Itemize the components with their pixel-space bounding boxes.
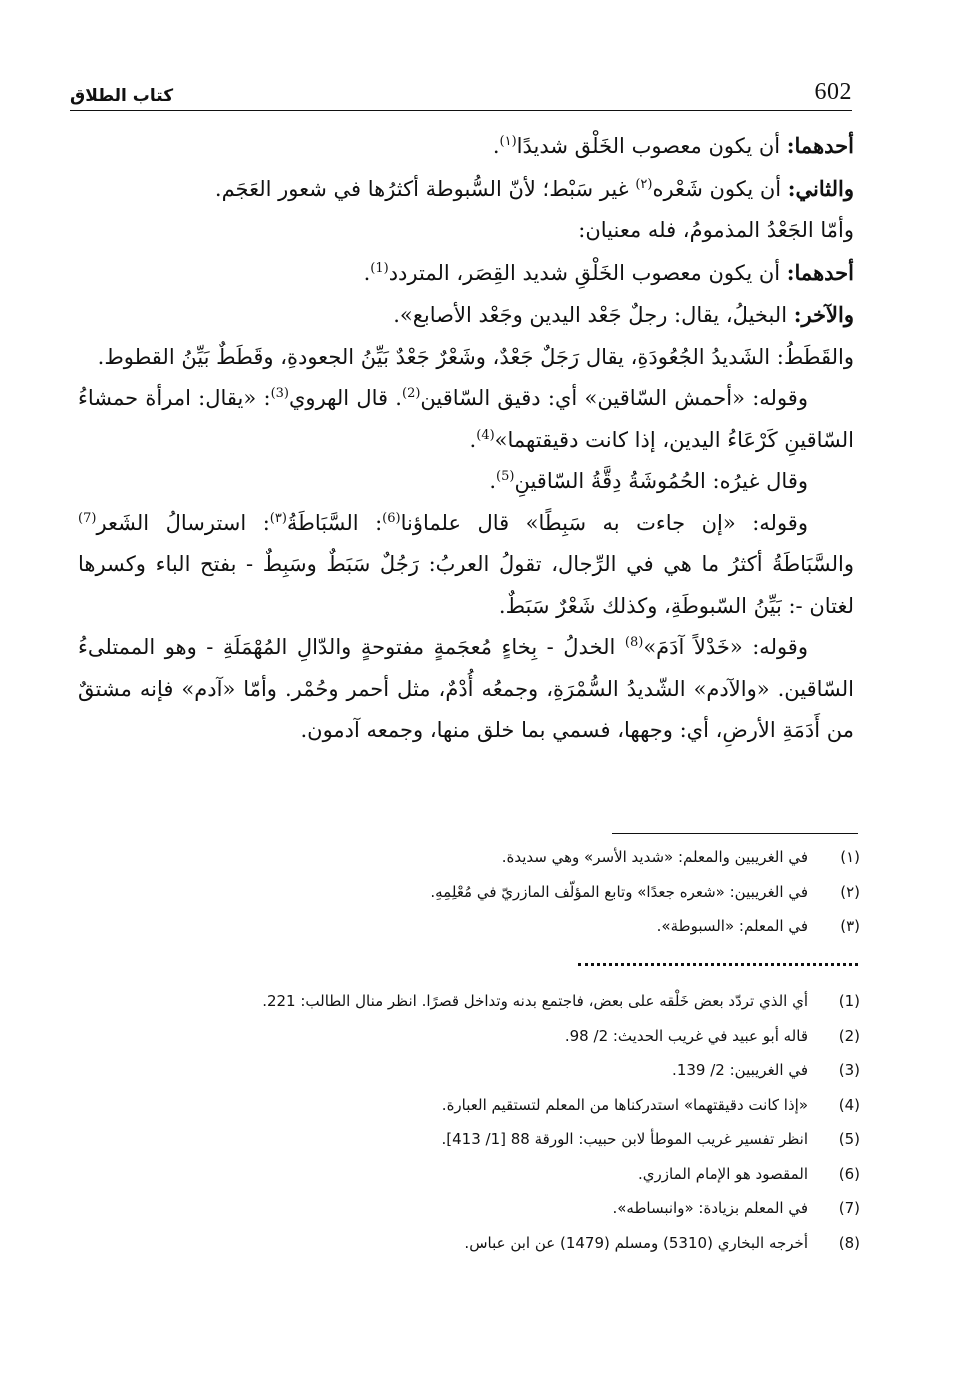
footnote-item	[100, 1234, 862, 1269]
footnote-ref: (5)	[496, 469, 515, 484]
footnote-text: في الغريبين: «شعره جعدًا» وتابع المؤلّف المازريّ في مُعْلِمِهِ.	[430, 882, 808, 901]
footnote-item	[100, 1165, 862, 1200]
book-title: كتاب الطلاق	[70, 86, 174, 106]
footnote-ref: (8)	[624, 635, 644, 650]
paragraph-text: الخدلُ - بِخاءٍ مُعجَمةٍ مفتوحةٍ والدّالِ المُهْمَلَةِ - وهو الممتلىءُ السّاقين. «والآدم» الشّديدُ السُّمْرَةِ، وجمعُه أُدْمٌ، مثل أحمر وحُمْر. وأمّا «آدم» فإنه مشتقٌ من أَدَمَةِ الأرضِ، أي: وجهها، فسمي بما خلق منها، وجمعه آدمون.	[78, 635, 854, 742]
paragraph	[78, 337, 854, 379]
page-number: 602	[814, 79, 852, 105]
footnote-text: قاله أبو عبيد في غريب الحديث: 2/ 98.	[564, 1026, 808, 1045]
paragraph-text: : استرسالُ الشَعر	[96, 510, 270, 535]
paragraph-term: أحدهما:	[786, 133, 854, 158]
paragraph-term: والآخر:	[793, 302, 854, 327]
paragraph	[78, 294, 854, 337]
footnote-item	[100, 1061, 862, 1096]
footnote-text: انظر تفسير غريب الموطأ لابن حبيب: الورقة 88 [1/ 413].	[441, 1130, 808, 1148]
paragraph-text: وقوله: «أحمش السّاقين» أي: دقيق السّاقين	[420, 386, 808, 410]
footnotes-editor	[100, 992, 862, 1268]
main-text	[78, 125, 854, 752]
paragraph-text: .	[469, 427, 477, 452]
paragraph-text: أن يكون معصوب الخَلْق شديدًا	[516, 134, 787, 158]
footnote-text: في المعلم بزيادة: «وانبساطه».	[612, 1199, 808, 1217]
footnote-ref: (7)	[78, 510, 97, 526]
paragraph-text: وقوله: «خَدْلاً آدَمَ»	[643, 635, 808, 659]
footnote-ref: (٣)	[269, 510, 287, 526]
footnotes-original	[100, 848, 862, 952]
footnote-number: (2)	[838, 1026, 860, 1045]
paragraph-text: : «يقال: امرأة حمشاءُ السّاقينِ كَرْعَاءُ اليدين، إذا كانت دقيقتهما»	[78, 386, 854, 452]
footnote-item	[100, 883, 862, 918]
footnote-ref: (1)	[370, 260, 389, 276]
paragraph-text: .	[489, 469, 497, 493]
footnote-item	[100, 1130, 862, 1165]
footnote-text: المقصود هو الإمام المازري.	[638, 1164, 808, 1183]
footnote-text: في الغريبين: 2/ 139.	[672, 1061, 808, 1079]
paragraph-text: : السَّبَاطَةُ	[286, 510, 383, 535]
paragraph-text: أن يكون شَعْره	[652, 176, 788, 201]
paragraph	[78, 168, 854, 211]
footnote-text: «إذا كانت دقيقتهما» استدركناها من المعلم لتستقيم العبارة.	[441, 1095, 808, 1114]
footnote-text: في المعلم: «السبوطة».	[656, 917, 808, 935]
footnote-number: (1)	[838, 992, 860, 1010]
footnote-number: (6)	[838, 1164, 860, 1183]
footnote-text: أخرجه البخاري (5310) ومسلم (1479) عن ابن عباس.	[464, 1233, 808, 1252]
paragraph-text: .	[492, 134, 500, 158]
footnote-item	[100, 917, 862, 952]
footnote-ref: (٢)	[635, 176, 653, 192]
footnote-ref: (6)	[382, 510, 401, 526]
paragraph	[78, 125, 854, 168]
paragraph-text: وقال غيرُه: الحُمُوشَةُ دِقَّةُ السّاقينِ	[514, 469, 808, 493]
footnote-item	[100, 848, 862, 883]
paragraph-text: والقَطَطُ: الشَديدُ الجُعُودَةِ، يقال رَجَلٌ جَعْدٌ، وشَعْرٌ جَعْدٌ بَيِّنُ الجعودةِ، وقَطَطٌ بَيِّنُ القطوط.	[97, 344, 854, 369]
page-header	[70, 70, 852, 106]
paragraph-term: أحدهما:	[786, 259, 854, 285]
paragraph-text: وأمّا الجَعْدُ المذمومُ، فله معنيان:	[578, 218, 854, 242]
paragraph-term: والثاني:	[787, 175, 854, 201]
footnote-text: في الغريبين والمعلم: «شديد الأسر» وهي سديدة.	[501, 848, 808, 866]
footnote-text: أي الذي تردّد بعض خَلْقه على بعض، فاجتمع بدنه وتداخل قصرًا. انظر منال الطالب: 221.	[262, 992, 808, 1010]
footnote-item	[100, 992, 862, 1027]
footnote-separator	[612, 833, 858, 834]
footnote-number: (5)	[838, 1130, 860, 1148]
footnote-ref: (3)	[270, 386, 289, 401]
paragraph	[78, 210, 854, 252]
footnote-number: (7)	[838, 1199, 860, 1217]
paragraph-text: البخيلُ، يقال: رجلٌ جَعْد اليدين وجَعْد الأصابع».	[393, 303, 794, 327]
footnote-ref: (4)	[476, 427, 495, 443]
footnote-number: (٢)	[840, 882, 860, 901]
paragraph-text: وقوله: «إن جاءت به سَبِطًا» قال علماؤنا	[400, 510, 808, 535]
paragraph-text: .	[363, 260, 371, 285]
footnote-number: (8)	[838, 1233, 860, 1252]
footnote-number: (3)	[838, 1061, 860, 1079]
paragraph-text: أن يكون معصوب الخَلْقِ شديد القِصَر، المتردد	[388, 260, 787, 285]
paragraph	[78, 503, 854, 628]
dotted-separator	[578, 963, 858, 966]
footnote-number: (4)	[838, 1095, 860, 1114]
paragraph	[78, 461, 854, 503]
footnote-item	[100, 1096, 862, 1131]
paragraph	[78, 378, 854, 461]
footnote-number: (٣)	[840, 917, 860, 935]
footnote-item	[100, 1199, 862, 1234]
paragraph	[78, 627, 854, 752]
footnote-item	[100, 1027, 862, 1062]
paragraph	[78, 252, 854, 295]
footnote-number: (١)	[840, 848, 860, 866]
paragraph-text: . قال الهروي	[289, 386, 402, 410]
header-rule	[70, 110, 852, 111]
footnote-ref: (2)	[401, 386, 421, 401]
footnote-ref: (١)	[499, 134, 517, 149]
paragraph-text: غير سَبْط؛ لأنّ السُّبوطة أكثرُها في شعور العَجَم.	[214, 176, 636, 201]
paragraph-text: والسَّبَاطَةُ أكثرُ ما هي في الرِّجال، تقولُ العربُ: رَجُلٌ سَبَطٌ وسَبِطٌ - بفتح الباء وكسرها لغتان -: بَيِّنُ السّبوطَةِ، وكذلك شَعْرٌ سَبَطٌ.	[78, 552, 854, 618]
